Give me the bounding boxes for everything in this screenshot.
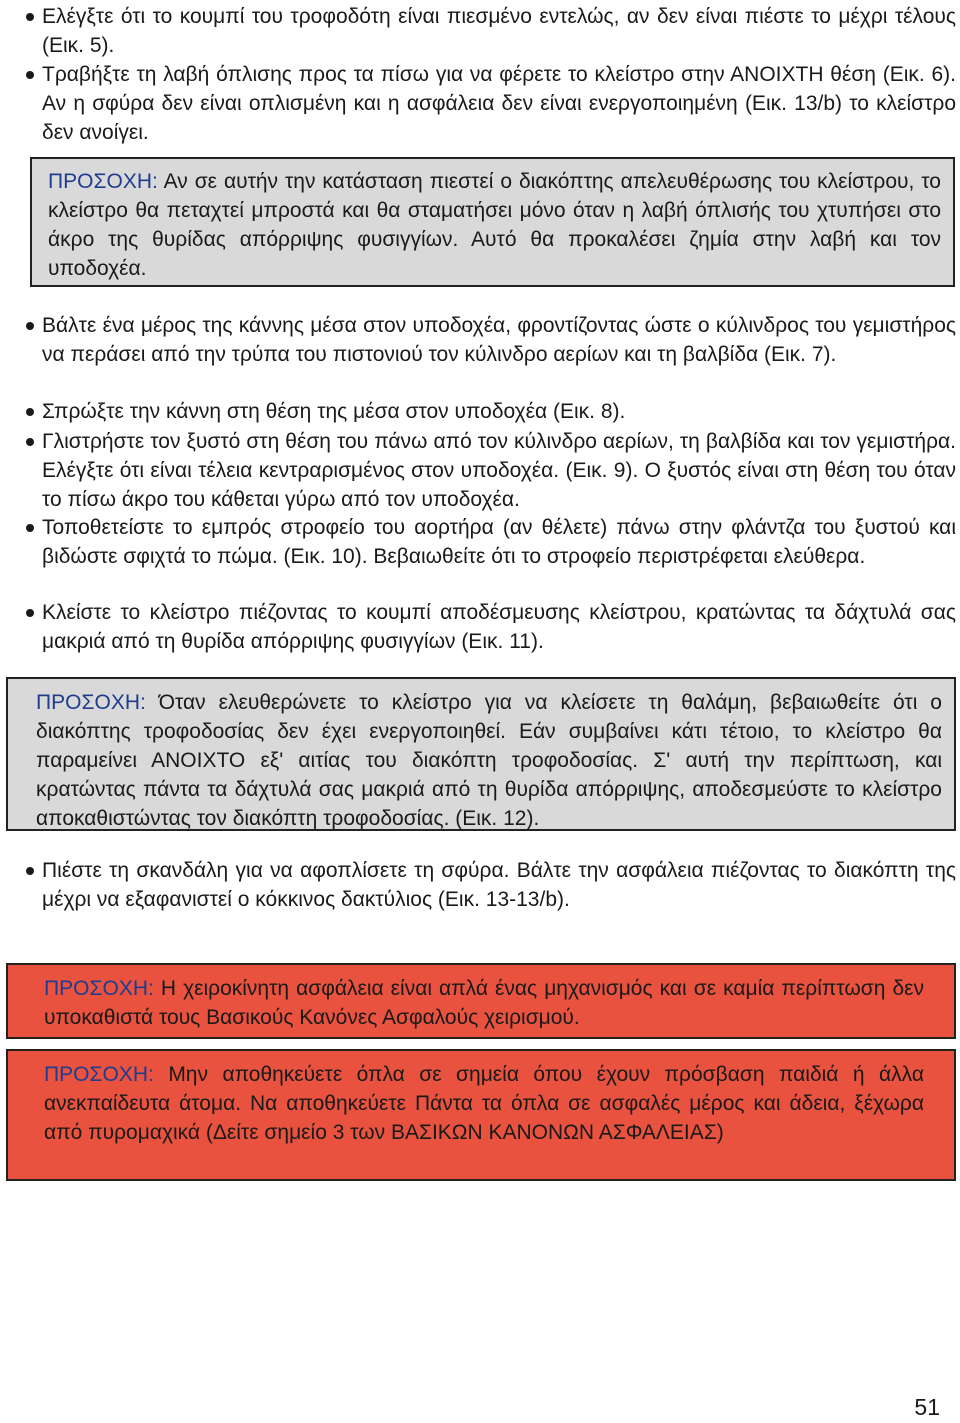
caution-text: Η χειροκίνητη ασφάλεια είναι απλά ένας μηχανισμός και σε καμία περίπτωση δεν υποκαθιστά τους Βασικούς Κανόνες Ασφαλούς χειρισμού. bbox=[44, 977, 924, 1029]
bullet-item bbox=[20, 856, 956, 914]
bullet-text: Κλείστε το κλείστρο πιέζοντας το κουμπί αποδέσμευσης κλείστρου, κρατώντας τα δάχτυλά σας μακριά από τη θυρίδα απόρριψης φυσιγγίων (Εικ. 11). bbox=[42, 601, 956, 653]
bullet-dot-icon bbox=[26, 408, 34, 416]
bullet-text: Γλιστρήστε τον ξυστό στη θέση του πάνω από τον κύλινδρο αερίων, τη βαλβίδα και τον γεμιστήρα. Ελέγξτε ότι είναι τέλεια κεντραρισμένος στον υποδοχέα. (Εικ. 9). Ο ξυστός είναι στη θέση του όταν το πίσω άκρο του κάθεται γύρω από τον υποδοχέα. bbox=[42, 430, 956, 511]
bullet-text: Ελέγξτε ότι το κουμπί του τροφοδότη είναι πιεσμένο εντελώς, αν δεν είναι πιέστε το μέχρι τέλους (Εικ. 5). bbox=[42, 5, 956, 57]
bullet-item bbox=[20, 311, 956, 369]
bullet-item bbox=[20, 2, 956, 60]
bullet-dot-icon bbox=[26, 524, 34, 532]
bullet-item bbox=[20, 397, 956, 426]
caution-label: ΠΡΟΣΟΧΗ: bbox=[44, 977, 154, 1000]
bullet-item bbox=[20, 427, 956, 514]
bullet-text: Σπρώξτε την κάννη στη θέση της μέσα στον υποδοχέα (Εικ. 8). bbox=[42, 400, 626, 423]
bullet-text: Τραβήξτε τη λαβή όπλισης προς τα πίσω για να φέρετε το κλείστρο στην ΑΝΟΙΧΤΗ θέση (Εικ. 6). Αν η σφύρα δεν είναι οπλισμένη και η ασφάλεια δεν είναι ενεργοποιημένη (Εικ. 13/b) το κλείστρο δεν ανοίγει. bbox=[42, 63, 956, 144]
caution-text: Αν σε αυτήν την κατάσταση πιεστεί ο διακόπτης απελευθέρωσης του κλείστρου, το κλείστρο θα πεταχτεί μπροστά και θα σταματήσει μόνο όταν η λαβή όπλισής του χτυπήσει στο άκρο της θυρίδας απόρριψης φυσιγγίων. Αυτό θα προκαλέσει ζημία στην λαβή και τον υποδοχέα. bbox=[48, 170, 941, 280]
bullet-text: Τοποθετείστε το εμπρός στροφείο του αορτήρα (αν θέλετε) πάνω στην φλάντζα του ξυστού και βιδώστε σφιχτά το πώμα. (Εικ. 10). Βεβαιωθείτε ότι το στροφείο περιστρέφεται ελεύθερα. bbox=[42, 516, 956, 568]
caution-box-gray bbox=[30, 157, 955, 287]
bullet-dot-icon bbox=[26, 438, 34, 446]
bullet-dot-icon bbox=[26, 13, 34, 21]
bullet-text: Βάλτε ένα μέρος της κάννης μέσα στον υποδοχέα, φροντίζοντας ώστε ο κύλινδρος του γεμιστήρος να περάσει από την τρύπα του πιστονιού τον κύλινδρο αερίων και τη βαλβίδα (Εικ. 7). bbox=[42, 314, 956, 366]
bullet-dot-icon bbox=[26, 609, 34, 617]
bullet-item bbox=[20, 513, 956, 571]
caution-label: ΠΡΟΣΟΧΗ: bbox=[36, 691, 146, 714]
page-number: 51 bbox=[914, 1394, 940, 1420]
caution-box-red bbox=[6, 963, 956, 1039]
bullet-item bbox=[20, 598, 956, 656]
caution-label: ΠΡΟΣΟΧΗ: bbox=[44, 1063, 154, 1086]
bullet-item bbox=[20, 60, 956, 147]
bullet-text: Πιέστε τη σκανδάλη για να αφοπλίσετε τη σφύρα. Βάλτε την ασφάλεια πιέζοντας το διακόπτη της μέχρι να εξαφανιστεί ο κόκκινος δακτύλιος (Εικ. 13-13/b). bbox=[42, 859, 956, 911]
bullet-dot-icon bbox=[26, 867, 34, 875]
caution-label: ΠΡΟΣΟΧΗ: bbox=[48, 170, 158, 193]
bullet-dot-icon bbox=[26, 322, 34, 330]
caution-text: Μην αποθηκεύετε όπλα σε σημεία όπου έχουν πρόσβαση παιδιά ή άλλα ανεκπαίδευτα άτομα. Να αποθηκεύετε Πάντα τα όπλα σε ασφαλές μέρος και άδεια, ξέχωρα από πυρομαχικά (Δείτε σημείο 3 των ΒΑΣΙΚΩΝ ΚΑΝΟΝΩΝ ΑΣΦΑΛΕΙΑΣ) bbox=[44, 1063, 925, 1144]
caution-box-gray bbox=[6, 677, 956, 831]
bullet-dot-icon bbox=[26, 71, 34, 79]
caution-box-red bbox=[6, 1049, 956, 1181]
caution-text: Όταν ελευθερώνετε το κλείστρο για να κλείσετε τη θαλάμη, βεβαιωθείτε ότι ο διακόπτης τροφοδοσίας δεν έχει ενεργοποιηθεί. Εάν συμβαίνει κάτι τέτοιο, το κλείστρο θα παραμείνει ΑΝΟΙΧΤΟ εξ' αιτίας του διακόπτη τροφοδοσίας. Σ' αυτή την περίπτωση, και κρατώντας πάντα τα δάχτυλά σας μακριά από τη θυρίδα απόρριψης, αποδεσμεύστε το κλείστρο αποκαθιστώντας τον διακόπτη τροφοδοσίας. (Εικ. 12). bbox=[36, 691, 942, 830]
